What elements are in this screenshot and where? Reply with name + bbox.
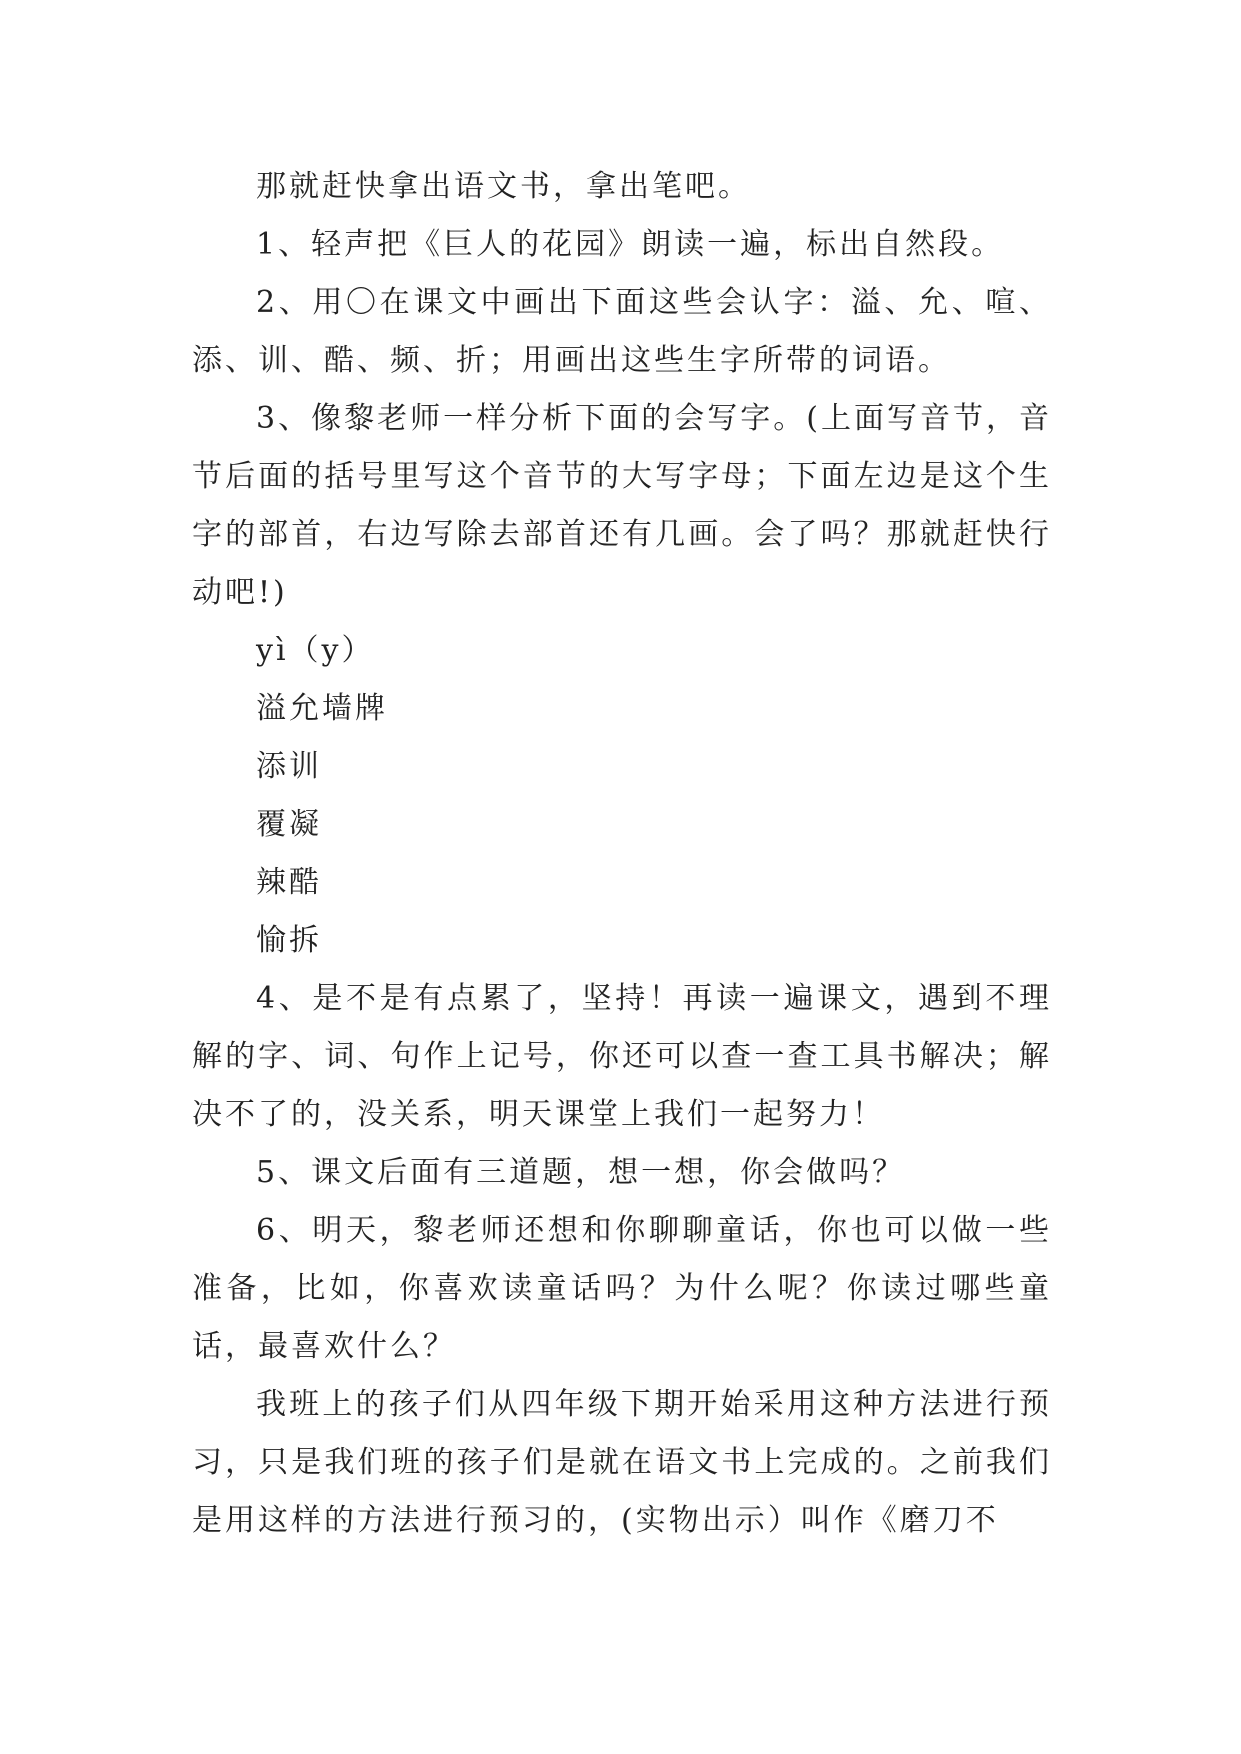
document-body bbox=[192, 158, 1052, 1550]
paragraph: 那就赶快拿出语文书，拿出笔吧。 bbox=[256, 169, 751, 204]
paragraph: 6、明天，黎老师还想和你聊聊童话，你也可以做一些准备，比如，你喜欢读童话吗？为什么呢？你读过哪些童话，最喜欢什么？ bbox=[192, 1213, 1052, 1364]
paragraph: 1、轻声把《巨人的花园》朗读一遍，标出自然段。 bbox=[256, 227, 1005, 262]
word-line: 愉拆 bbox=[256, 923, 322, 958]
word-line: 添训 bbox=[256, 749, 322, 784]
word-line: 覆凝 bbox=[256, 807, 322, 842]
word-line: 辣酷 bbox=[256, 865, 322, 900]
paragraph: 4、是不是有点累了，坚持！再读一遍课文，遇到不理解的字、词、句作上记号，你还可以查一查工具书解决；解决不了的，没关系，明天课堂上我们一起努力！ bbox=[192, 981, 1052, 1132]
paragraph: 2、用〇在课文中画出下面这些会认字：溢、允、喧、添、训、酷、频、折；用画出这些生字所带的词语。 bbox=[192, 285, 1052, 378]
pinyin-line: yì（y） bbox=[256, 633, 375, 668]
paragraph: 3、像黎老师一样分析下面的会写字。(上面写音节，音节后面的括号里写这个音节的大写字母；下面左边是这个生字的部首，右边写除去部首还有几画。会了吗？那就赶快行动吧!) bbox=[192, 401, 1052, 610]
paragraph: 5、课文后面有三道题，想一想，你会做吗？ bbox=[256, 1155, 906, 1190]
paragraph: 我班上的孩子们从四年级下期开始采用这种方法进行预习，只是我们班的孩子们是就在语文书上完成的。之前我们是用这样的方法进行预习的，(实物出示）叫作《磨刀不 bbox=[192, 1387, 1052, 1538]
word-line: 溢允墙牌 bbox=[256, 691, 388, 726]
